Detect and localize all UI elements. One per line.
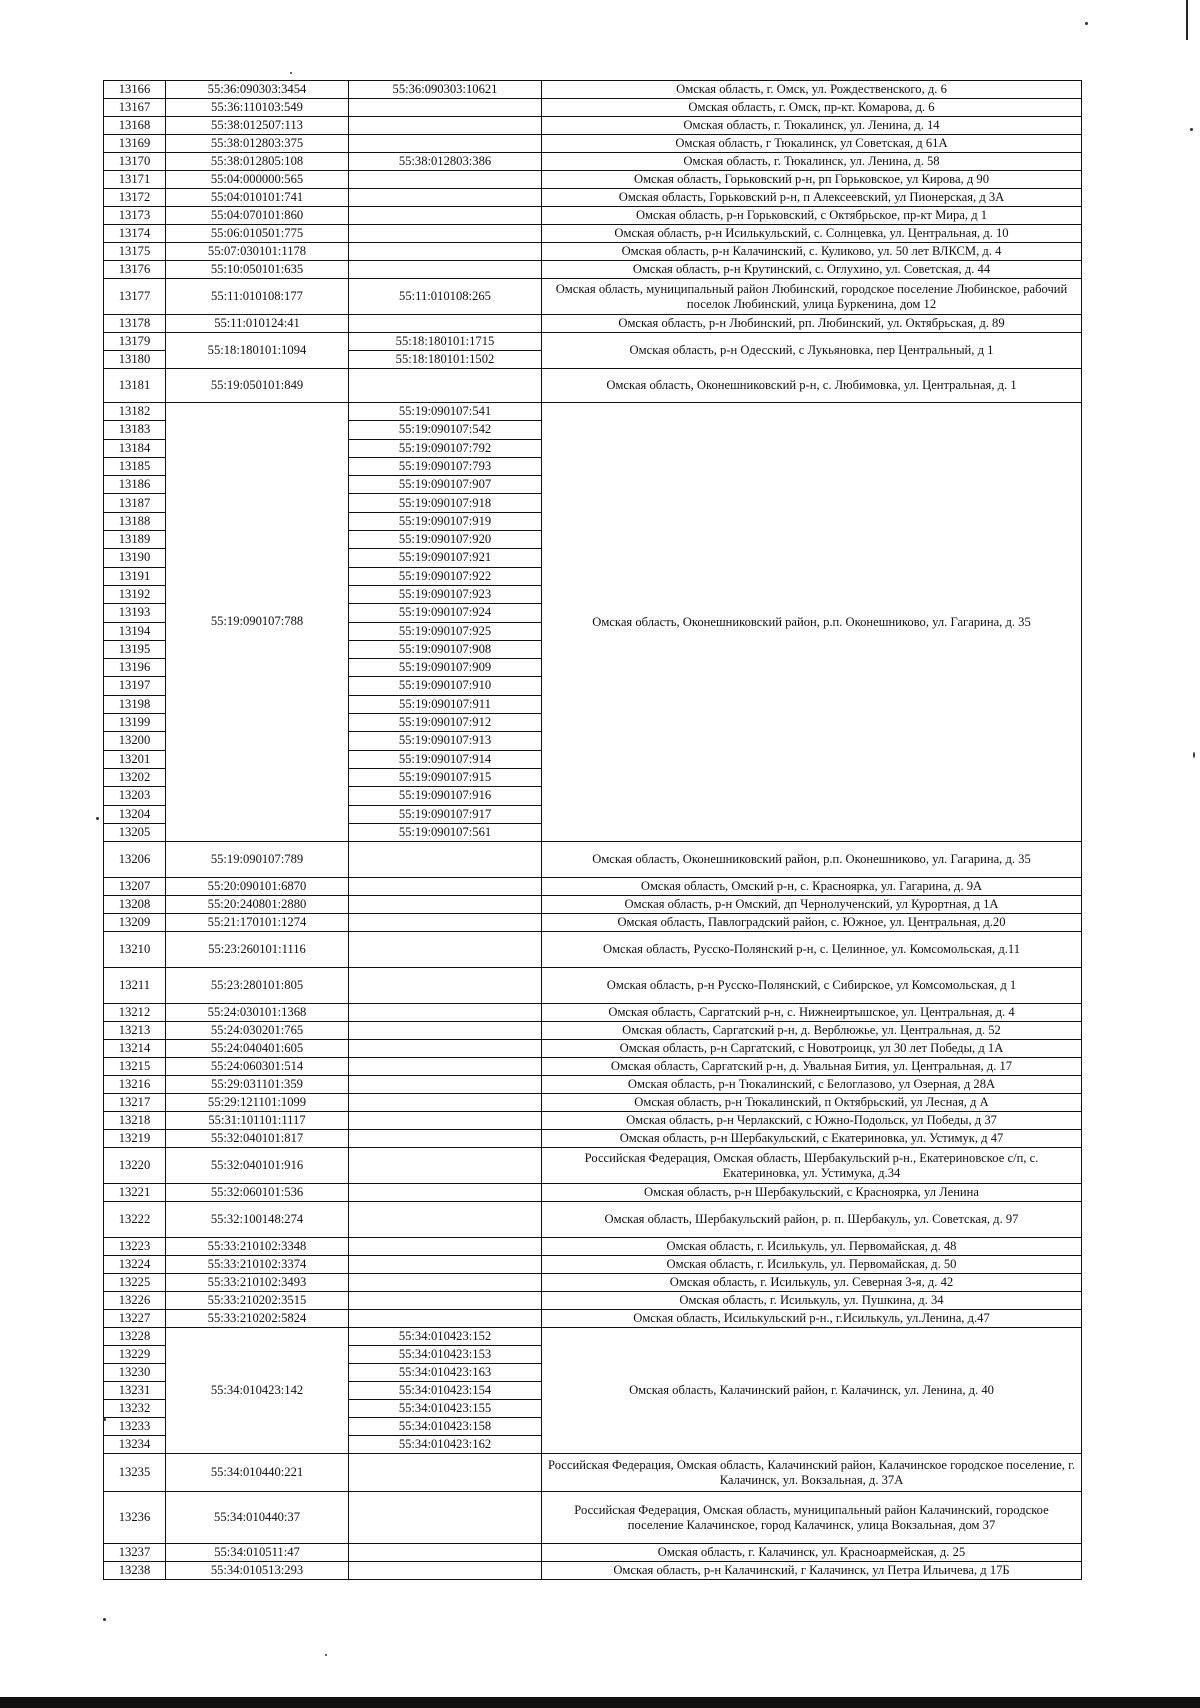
table-row — [104, 1022, 1082, 1040]
address-cell: Российская Федерация, Омская область, Шербакульский р-н., Екатериновское с/п, с. Екатериновка, ул. Устимука, д.34 — [542, 1148, 1082, 1184]
cadastral-number-cell: 55:23:260101:1116 — [166, 932, 349, 968]
scan-speck — [103, 1418, 106, 1421]
table-row — [104, 1292, 1082, 1310]
table-row — [104, 1274, 1082, 1292]
address-cell: Омская область, Саргатский р-н, с. Нижнеиртышское, ул. Центральная, д. 4 — [542, 1004, 1082, 1022]
table-row — [104, 1076, 1082, 1094]
cadastral-number-cell: 55:38:012507:113 — [166, 117, 349, 135]
table-row — [104, 315, 1082, 333]
linked-cadastral-number-cell — [349, 1256, 542, 1274]
linked-cadastral-number-cell — [349, 261, 542, 279]
address-cell: Омская область, Горьковский р-н, п Алексеевский, ул Пионерская, д 3А — [542, 189, 1082, 207]
linked-cadastral-number-cell: 55:19:090107:919 — [349, 512, 542, 530]
linked-cadastral-number-cell — [349, 189, 542, 207]
row-number-cell: 13182 — [104, 403, 166, 421]
scan-edge-mark — [1186, 0, 1188, 40]
linked-cadastral-number-cell: 55:19:090107:922 — [349, 567, 542, 585]
address-cell: Омская область, г. Исилькуль, ул. Северная 3-я, д. 42 — [542, 1274, 1082, 1292]
linked-cadastral-number-cell — [349, 1022, 542, 1040]
row-number-cell: 13176 — [104, 261, 166, 279]
address-cell: Омская область, р-н Тюкалинский, с Белоглазово, ул Озерная, д 28А — [542, 1076, 1082, 1094]
table-row — [104, 225, 1082, 243]
row-number-cell: 13233 — [104, 1418, 166, 1436]
linked-cadastral-number-cell: 55:19:090107:792 — [349, 439, 542, 457]
linked-cadastral-number-cell — [349, 842, 542, 878]
linked-cadastral-number-cell — [349, 207, 542, 225]
row-number-cell: 13230 — [104, 1364, 166, 1382]
row-number-cell: 13190 — [104, 549, 166, 567]
row-number-cell: 13170 — [104, 153, 166, 171]
linked-cadastral-number-cell — [349, 1112, 542, 1130]
cadastral-number-cell: 55:20:240801:2880 — [166, 896, 349, 914]
linked-cadastral-number-cell — [349, 914, 542, 932]
address-cell: Омская область, р-н Тюкалинский, п Октябрьский, ул Лесная, д А — [542, 1094, 1082, 1112]
linked-cadastral-number-cell — [349, 1076, 542, 1094]
scan-speck — [1190, 128, 1193, 131]
cadastral-table — [103, 80, 1082, 1580]
table-row — [104, 117, 1082, 135]
linked-cadastral-number-cell: 55:19:090107:923 — [349, 585, 542, 603]
row-number-cell: 13221 — [104, 1184, 166, 1202]
address-cell: Омская область, р-н Крутинский, с. Оглухино, ул. Советская, д. 44 — [542, 261, 1082, 279]
address-cell: Омская область, р-н Шербакульский, с Екатериновка, ул. Устимук, д 47 — [542, 1130, 1082, 1148]
row-number-cell: 13213 — [104, 1022, 166, 1040]
table-row — [104, 968, 1082, 1004]
cadastral-number-cell: 55:24:030101:1368 — [166, 1004, 349, 1022]
scan-speck — [96, 817, 99, 820]
linked-cadastral-number-cell: 55:19:090107:914 — [349, 750, 542, 768]
address-cell: Омская область, Оконешниковский р-н, с. Любимовка, ул. Центральная, д. 1 — [542, 369, 1082, 403]
row-number-cell: 13173 — [104, 207, 166, 225]
row-number-cell: 13196 — [104, 659, 166, 677]
row-number-cell: 13223 — [104, 1238, 166, 1256]
address-cell: Омская область, г. Исилькуль, ул. Первомайская, д. 48 — [542, 1238, 1082, 1256]
linked-cadastral-number-cell — [349, 1148, 542, 1184]
table-row — [104, 207, 1082, 225]
row-number-cell: 13237 — [104, 1544, 166, 1562]
row-number-cell: 13178 — [104, 315, 166, 333]
linked-cadastral-number-cell — [349, 1040, 542, 1058]
row-number-cell: 13193 — [104, 604, 166, 622]
linked-cadastral-number-cell: 55:11:010108:265 — [349, 279, 542, 315]
address-cell: Омская область, г. Тюкалинск, ул. Ленина, д. 58 — [542, 153, 1082, 171]
linked-cadastral-number-cell — [349, 1492, 542, 1544]
table-row — [104, 1202, 1082, 1238]
row-number-cell: 13229 — [104, 1346, 166, 1364]
linked-cadastral-number-cell — [349, 1184, 542, 1202]
cadastral-number-cell: 55:29:121101:1099 — [166, 1094, 349, 1112]
table-row — [104, 1040, 1082, 1058]
cadastral-number-cell: 55:33:210102:3493 — [166, 1274, 349, 1292]
row-number-cell: 13194 — [104, 622, 166, 640]
linked-cadastral-number-cell — [349, 243, 542, 261]
address-cell: Омская область, р-н Шербакульский, с Красноярка, ул Ленина — [542, 1184, 1082, 1202]
cadastral-number-cell: 55:32:060101:536 — [166, 1184, 349, 1202]
row-number-cell: 13187 — [104, 494, 166, 512]
linked-cadastral-number-cell: 55:18:180101:1502 — [349, 351, 542, 369]
row-number-cell: 13235 — [104, 1454, 166, 1492]
cadastral-number-cell: 55:32:040101:916 — [166, 1148, 349, 1184]
linked-cadastral-number-cell: 55:19:090107:920 — [349, 531, 542, 549]
table-row — [104, 261, 1082, 279]
linked-cadastral-number-cell: 55:19:090107:913 — [349, 732, 542, 750]
row-number-cell: 13234 — [104, 1436, 166, 1454]
address-cell: Омская область, р-н Одесский, с Лукьяновка, пер Центральный, д 1 — [542, 333, 1082, 369]
linked-cadastral-number-cell: 55:34:010423:152 — [349, 1328, 542, 1346]
table-row — [104, 1544, 1082, 1562]
linked-cadastral-number-cell: 55:19:090107:908 — [349, 640, 542, 658]
address-cell: Российская Федерация, Омская область, Калачинский район, Калачинское городское поселение, г. Калачинск, ул. Вокзальная, д. 37А — [542, 1454, 1082, 1492]
row-number-cell: 13204 — [104, 805, 166, 823]
address-cell: Омская область, Шербакульский район, р. п. Шербакуль, ул. Советская, д. 97 — [542, 1202, 1082, 1238]
row-number-cell: 13180 — [104, 351, 166, 369]
cadastral-number-cell: 55:32:100148:274 — [166, 1202, 349, 1238]
cadastral-number-cell: 55:20:090101:6870 — [166, 878, 349, 896]
table-row — [104, 1310, 1082, 1328]
cadastral-number-cell: 55:10:050101:635 — [166, 261, 349, 279]
linked-cadastral-number-cell: 55:34:010423:153 — [349, 1346, 542, 1364]
cadastral-number-cell: 55:33:210102:3348 — [166, 1238, 349, 1256]
row-number-cell: 13206 — [104, 842, 166, 878]
linked-cadastral-number-cell — [349, 1130, 542, 1148]
linked-cadastral-number-cell: 55:19:090107:925 — [349, 622, 542, 640]
linked-cadastral-number-cell — [349, 896, 542, 914]
table-row — [104, 1562, 1082, 1580]
scan-speck — [1193, 752, 1195, 758]
linked-cadastral-number-cell: 55:19:090107:907 — [349, 476, 542, 494]
cadastral-number-cell: 55:06:010501:775 — [166, 225, 349, 243]
cadastral-number-cell: 55:24:060301:514 — [166, 1058, 349, 1076]
cadastral-number-cell: 55:36:090303:3454 — [166, 81, 349, 99]
address-cell: Омская область, Горьковский р-н, рп Горьковское, ул Кирова, д 90 — [542, 171, 1082, 189]
row-number-cell: 13181 — [104, 369, 166, 403]
linked-cadastral-number-cell: 55:19:090107:793 — [349, 457, 542, 475]
row-number-cell: 13188 — [104, 512, 166, 530]
row-number-cell: 13166 — [104, 81, 166, 99]
linked-cadastral-number-cell: 55:34:010423:158 — [349, 1418, 542, 1436]
linked-cadastral-number-cell — [349, 369, 542, 403]
address-cell: Омская область, Исилькульский р-н., г.Исилькуль, ул.Ленина, д.47 — [542, 1310, 1082, 1328]
table-row — [104, 279, 1082, 315]
row-number-cell: 13171 — [104, 171, 166, 189]
table-row — [104, 135, 1082, 153]
cadastral-number-cell: 55:33:210202:5824 — [166, 1310, 349, 1328]
table-row — [104, 842, 1082, 878]
row-number-cell: 13238 — [104, 1562, 166, 1580]
table-row — [104, 896, 1082, 914]
linked-cadastral-number-cell — [349, 171, 542, 189]
linked-cadastral-number-cell: 55:38:012803:386 — [349, 153, 542, 171]
table-row — [104, 1328, 1082, 1346]
cadastral-number-cell: 55:34:010511:47 — [166, 1544, 349, 1562]
row-number-cell: 13167 — [104, 99, 166, 117]
table-row — [104, 1256, 1082, 1274]
address-cell: Омская область, г. Омск, пр-кт. Комарова, д. 6 — [542, 99, 1082, 117]
row-number-cell: 13192 — [104, 585, 166, 603]
table-row — [104, 1184, 1082, 1202]
linked-cadastral-number-cell: 55:19:090107:542 — [349, 421, 542, 439]
linked-cadastral-number-cell: 55:18:180101:1715 — [349, 333, 542, 351]
address-cell: Омская область, р-н Калачинский, с. Куликово, ул. 50 лет ВЛКСМ, д. 4 — [542, 243, 1082, 261]
linked-cadastral-number-cell: 55:19:090107:910 — [349, 677, 542, 695]
table-row — [104, 1058, 1082, 1076]
cadastral-number-cell: 55:38:012805:108 — [166, 153, 349, 171]
address-cell: Омская область, Омский р-н, с. Красноярка, ул. Гагарина, д. 9А — [542, 878, 1082, 896]
linked-cadastral-number-cell: 55:19:090107:921 — [349, 549, 542, 567]
address-cell: Омская область, р-н Русско-Полянский, с Сибирское, ул Комсомольская, д 1 — [542, 968, 1082, 1004]
table-row — [104, 1004, 1082, 1022]
table-body — [104, 81, 1082, 1580]
cadastral-number-cell: 55:34:010440:37 — [166, 1492, 349, 1544]
linked-cadastral-number-cell — [349, 1004, 542, 1022]
row-number-cell: 13207 — [104, 878, 166, 896]
table-row — [104, 1454, 1082, 1492]
table-row — [104, 189, 1082, 207]
row-number-cell: 13168 — [104, 117, 166, 135]
linked-cadastral-number-cell — [349, 1292, 542, 1310]
address-cell: Российская Федерация, Омская область, муниципальный район Калачинский, городское поселение Калачинское, город Калачинск, улица Вокзальная, дом 37 — [542, 1492, 1082, 1544]
linked-cadastral-number-cell — [349, 99, 542, 117]
address-cell: Омская область, р-н Саргатский, с Новотроицк, ул 30 лет Победы, д 1А — [542, 1040, 1082, 1058]
table-row — [104, 99, 1082, 117]
linked-cadastral-number-cell: 55:34:010423:162 — [349, 1436, 542, 1454]
table-row — [104, 1238, 1082, 1256]
address-cell: Омская область, г Тюкалинск, ул Советская, д 61А — [542, 135, 1082, 153]
linked-cadastral-number-cell — [349, 968, 542, 1004]
cadastral-number-cell: 55:04:000000:565 — [166, 171, 349, 189]
linked-cadastral-number-cell — [349, 932, 542, 968]
linked-cadastral-number-cell: 55:19:090107:541 — [349, 403, 542, 421]
table-row — [104, 171, 1082, 189]
address-cell: Омская область, р-н Калачинский, г Калачинск, ул Петра Ильичева, д 17Б — [542, 1562, 1082, 1580]
cadastral-number-cell: 55:29:031101:359 — [166, 1076, 349, 1094]
row-number-cell: 13209 — [104, 914, 166, 932]
address-cell: Омская область, р-н Горьковский, с Октябрьское, пр-кт Мира, д 1 — [542, 207, 1082, 225]
cadastral-number-cell: 55:34:010423:142 — [166, 1328, 349, 1454]
cadastral-number-cell: 55:19:090107:788 — [166, 403, 349, 842]
linked-cadastral-number-cell — [349, 1454, 542, 1492]
cadastral-number-cell: 55:19:050101:849 — [166, 369, 349, 403]
address-cell: Омская область, Саргатский р-н, д. Верблюжье, ул. Центральная, д. 52 — [542, 1022, 1082, 1040]
cadastral-number-cell: 55:34:010440:221 — [166, 1454, 349, 1492]
scan-bottom-edge — [0, 1697, 1200, 1708]
address-cell: Омская область, Саргатский р-н, д. Увальная Бития, ул. Центральная, д. 17 — [542, 1058, 1082, 1076]
linked-cadastral-number-cell: 55:19:090107:916 — [349, 787, 542, 805]
linked-cadastral-number-cell: 55:19:090107:915 — [349, 768, 542, 786]
linked-cadastral-number-cell — [349, 1094, 542, 1112]
row-number-cell: 13172 — [104, 189, 166, 207]
row-number-cell: 13219 — [104, 1130, 166, 1148]
table-row — [104, 1094, 1082, 1112]
cadastral-number-cell: 55:33:210202:3515 — [166, 1292, 349, 1310]
linked-cadastral-number-cell: 55:34:010423:163 — [349, 1364, 542, 1382]
row-number-cell: 13231 — [104, 1382, 166, 1400]
linked-cadastral-number-cell — [349, 878, 542, 896]
address-cell: Омская область, г. Исилькуль, ул. Пушкина, д. 34 — [542, 1292, 1082, 1310]
cadastral-number-cell: 55:07:030101:1178 — [166, 243, 349, 261]
row-number-cell: 13210 — [104, 932, 166, 968]
row-number-cell: 13208 — [104, 896, 166, 914]
address-cell: Омская область, г. Омск, ул. Рождественского, д. 6 — [542, 81, 1082, 99]
row-number-cell: 13217 — [104, 1094, 166, 1112]
linked-cadastral-number-cell — [349, 135, 542, 153]
linked-cadastral-number-cell: 55:34:010423:155 — [349, 1400, 542, 1418]
address-cell: Омская область, р-н Омский, дп Чернолученский, ул Курортная, д 1А — [542, 896, 1082, 914]
linked-cadastral-number-cell — [349, 1058, 542, 1076]
row-number-cell: 13236 — [104, 1492, 166, 1544]
linked-cadastral-number-cell — [349, 1544, 542, 1562]
address-cell: Омская область, г. Калачинск, ул. Красноармейская, д. 25 — [542, 1544, 1082, 1562]
table-row — [104, 403, 1082, 421]
row-number-cell: 13198 — [104, 695, 166, 713]
table-row — [104, 369, 1082, 403]
table-row — [104, 1112, 1082, 1130]
row-number-cell: 13186 — [104, 476, 166, 494]
cadastral-number-cell: 55:11:010108:177 — [166, 279, 349, 315]
row-number-cell: 13212 — [104, 1004, 166, 1022]
linked-cadastral-number-cell — [349, 1202, 542, 1238]
table-row — [104, 153, 1082, 171]
address-cell: Омская область, Оконешниковский район, р.п. Оконешниково, ул. Гагарина, д. 35 — [542, 403, 1082, 842]
table-row — [104, 878, 1082, 896]
cadastral-number-cell: 55:04:010101:741 — [166, 189, 349, 207]
address-cell: Омская область, р-н Любинский, рп. Любинский, ул. Октябрьская, д. 89 — [542, 315, 1082, 333]
cadastral-number-cell: 55:24:030201:765 — [166, 1022, 349, 1040]
row-number-cell: 13203 — [104, 787, 166, 805]
scan-speck — [290, 72, 292, 74]
row-number-cell: 13205 — [104, 823, 166, 841]
row-number-cell: 13174 — [104, 225, 166, 243]
row-number-cell: 13197 — [104, 677, 166, 695]
cadastral-number-cell: 55:23:280101:805 — [166, 968, 349, 1004]
linked-cadastral-number-cell: 55:34:010423:154 — [349, 1382, 542, 1400]
row-number-cell: 13177 — [104, 279, 166, 315]
row-number-cell: 13227 — [104, 1310, 166, 1328]
row-number-cell: 13232 — [104, 1400, 166, 1418]
linked-cadastral-number-cell — [349, 1310, 542, 1328]
row-number-cell: 13195 — [104, 640, 166, 658]
cadastral-number-cell: 55:38:012803:375 — [166, 135, 349, 153]
row-number-cell: 13226 — [104, 1292, 166, 1310]
linked-cadastral-number-cell: 55:19:090107:911 — [349, 695, 542, 713]
cadastral-number-cell: 55:36:110103:549 — [166, 99, 349, 117]
row-number-cell: 13222 — [104, 1202, 166, 1238]
cadastral-number-cell: 55:32:040101:817 — [166, 1130, 349, 1148]
cadastral-number-cell: 55:19:090107:789 — [166, 842, 349, 878]
table-row — [104, 1492, 1082, 1544]
table-row — [104, 81, 1082, 99]
table-row — [104, 243, 1082, 261]
scan-speck — [1085, 22, 1088, 25]
linked-cadastral-number-cell — [349, 1274, 542, 1292]
row-number-cell: 13228 — [104, 1328, 166, 1346]
row-number-cell: 13218 — [104, 1112, 166, 1130]
table-row — [104, 1130, 1082, 1148]
address-cell: Омская область, г. Исилькуль, ул. Первомайская, д. 50 — [542, 1256, 1082, 1274]
address-cell: Омская область, р-н Черлакский, с Южно-Подольск, ул Победы, д 37 — [542, 1112, 1082, 1130]
row-number-cell: 13201 — [104, 750, 166, 768]
table-row — [104, 932, 1082, 968]
cadastral-number-cell: 55:11:010124:41 — [166, 315, 349, 333]
address-cell: Омская область, Русско-Полянский р-н, с. Целинное, ул. Комсомольская, д.11 — [542, 932, 1082, 968]
row-number-cell: 13214 — [104, 1040, 166, 1058]
linked-cadastral-number-cell — [349, 1238, 542, 1256]
table-row — [104, 914, 1082, 932]
scan-speck — [325, 1654, 327, 1656]
scan-speck — [103, 1618, 106, 1621]
address-cell: Омская область, муниципальный район Любинский, городское поселение Любинское, рабочий поселок Любинский, улица Буркенина, дом 12 — [542, 279, 1082, 315]
row-number-cell: 13220 — [104, 1148, 166, 1184]
row-number-cell: 13175 — [104, 243, 166, 261]
row-number-cell: 13169 — [104, 135, 166, 153]
row-number-cell: 13199 — [104, 714, 166, 732]
row-number-cell: 13215 — [104, 1058, 166, 1076]
cadastral-number-cell: 55:21:170101:1274 — [166, 914, 349, 932]
cadastral-number-cell: 55:04:070101:860 — [166, 207, 349, 225]
linked-cadastral-number-cell: 55:19:090107:918 — [349, 494, 542, 512]
cadastral-number-cell: 55:31:101101:1117 — [166, 1112, 349, 1130]
row-number-cell: 13189 — [104, 531, 166, 549]
row-number-cell: 13200 — [104, 732, 166, 750]
linked-cadastral-number-cell — [349, 225, 542, 243]
cadastral-number-cell: 55:24:040401:605 — [166, 1040, 349, 1058]
row-number-cell: 13216 — [104, 1076, 166, 1094]
address-cell: Омская область, Оконешниковский район, р.п. Оконешниково, ул. Гагарина, д. 35 — [542, 842, 1082, 878]
linked-cadastral-number-cell — [349, 1562, 542, 1580]
linked-cadastral-number-cell: 55:19:090107:912 — [349, 714, 542, 732]
linked-cadastral-number-cell: 55:19:090107:924 — [349, 604, 542, 622]
cadastral-number-cell: 55:18:180101:1094 — [166, 333, 349, 369]
linked-cadastral-number-cell: 55:36:090303:10621 — [349, 81, 542, 99]
row-number-cell: 13224 — [104, 1256, 166, 1274]
table-row — [104, 1148, 1082, 1184]
linked-cadastral-number-cell — [349, 117, 542, 135]
row-number-cell: 13179 — [104, 333, 166, 351]
row-number-cell: 13184 — [104, 439, 166, 457]
linked-cadastral-number-cell: 55:19:090107:917 — [349, 805, 542, 823]
address-cell: Омская область, г. Тюкалинск, ул. Ленина, д. 14 — [542, 117, 1082, 135]
linked-cadastral-number-cell: 55:19:090107:909 — [349, 659, 542, 677]
linked-cadastral-number-cell: 55:19:090107:561 — [349, 823, 542, 841]
cadastral-number-cell: 55:33:210102:3374 — [166, 1256, 349, 1274]
cadastral-number-cell: 55:34:010513:293 — [166, 1562, 349, 1580]
table-row — [104, 333, 1082, 351]
row-number-cell: 13211 — [104, 968, 166, 1004]
row-number-cell: 13185 — [104, 457, 166, 475]
row-number-cell: 13202 — [104, 768, 166, 786]
address-cell: Омская область, Калачинский район, г. Калачинск, ул. Ленина, д. 40 — [542, 1328, 1082, 1454]
row-number-cell: 13183 — [104, 421, 166, 439]
row-number-cell: 13225 — [104, 1274, 166, 1292]
linked-cadastral-number-cell — [349, 315, 542, 333]
address-cell: Омская область, Павлоградский район, с. Южное, ул. Центральная, д.20 — [542, 914, 1082, 932]
address-cell: Омская область, р-н Исилькульский, с. Солнцевка, ул. Центральная, д. 10 — [542, 225, 1082, 243]
row-number-cell: 13191 — [104, 567, 166, 585]
